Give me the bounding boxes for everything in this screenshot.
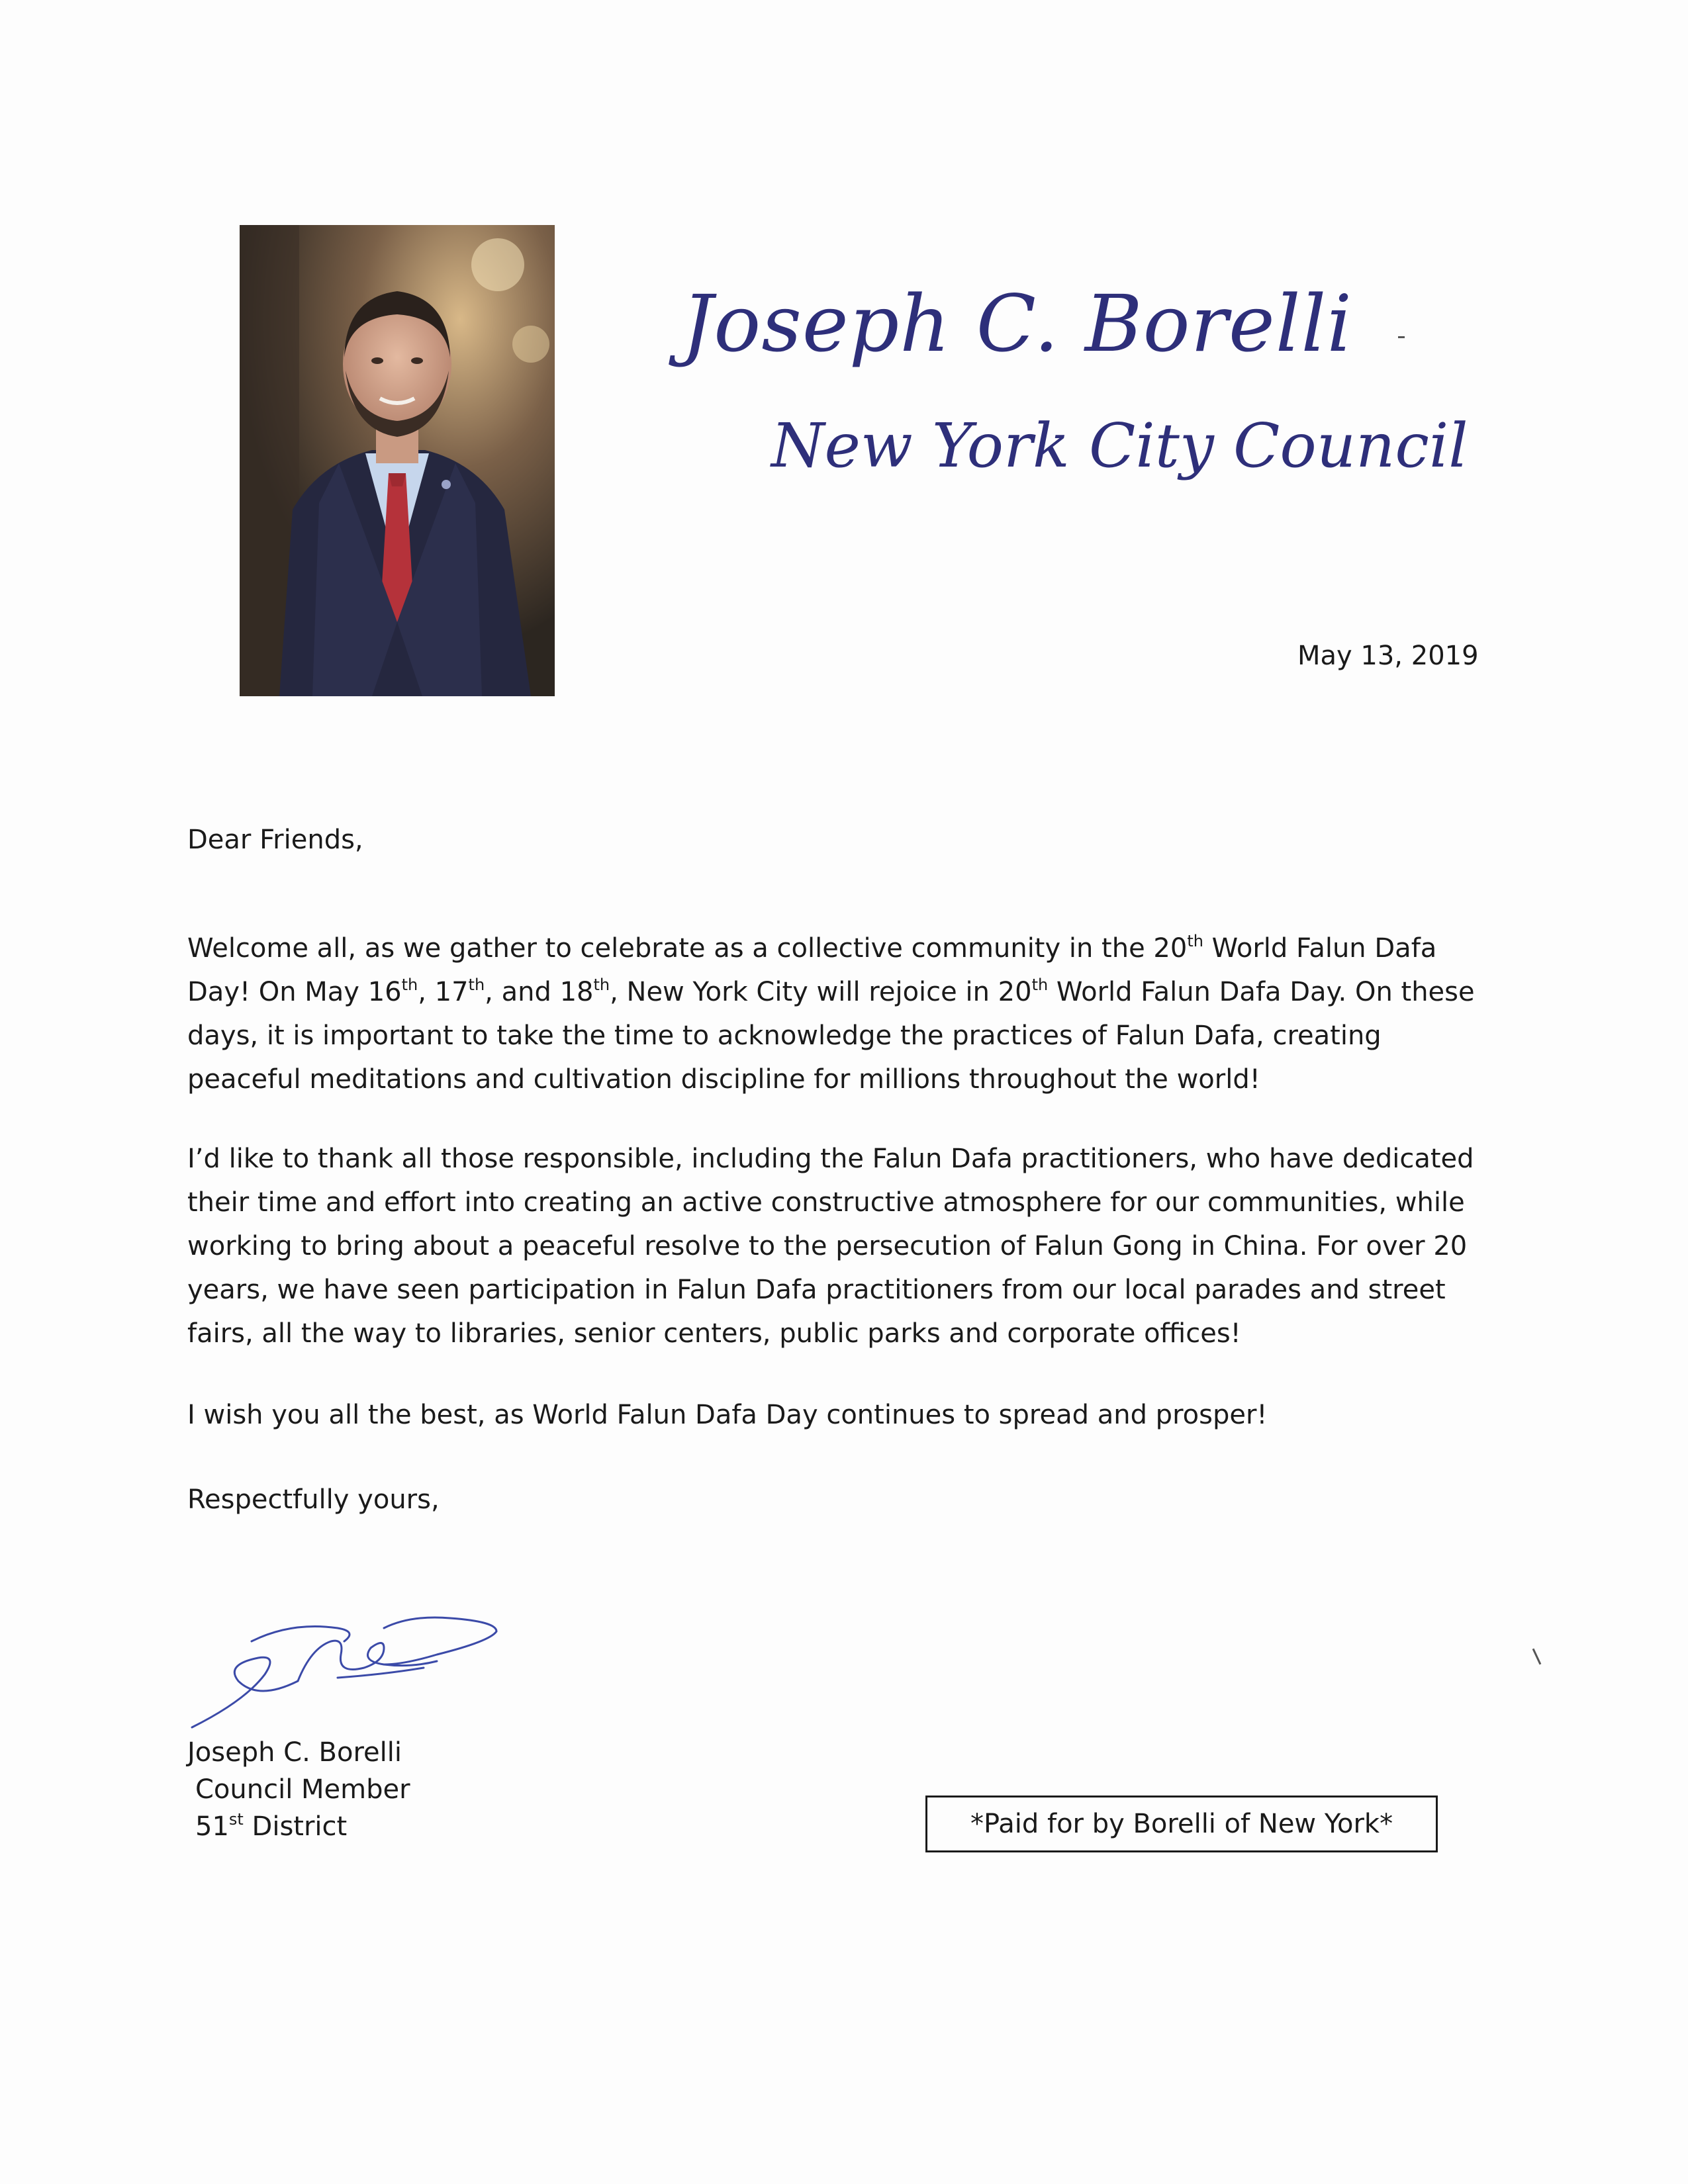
letter-date: May 13, 2019 [1297,641,1479,671]
scan-artifact [1532,1649,1542,1665]
signature-block [187,1734,410,1845]
ordinal-suffix: th [468,976,485,994]
district-suffix: st [228,1810,244,1829]
ordinal-suffix: th [1031,976,1049,994]
salutation: Dear Friends, [187,825,363,855]
paragraph-welcome-text: Welcome all, as we gather to celebrate as a collective community in the 20 [187,933,1188,964]
signatory-name: Joseph C. Borelli [187,1737,402,1768]
paragraph-thanks: I’d like to thank all those responsible, including the Falun Dafa practitioners, who have dedicated their time and effort into creating an active constructive atmosphere for our communities, while working to bring about a peaceful resolve to the persecution of Falun Gong in China. For over 20 years, we have seen participation in Falun Dafa practitioners from our local parades and street fairs, all the way to libraries, senior centers, public parks and corporate offices! [187,1144,1474,1349]
ordinal-suffix: th [1187,932,1203,950]
signatory-district [187,1808,410,1845]
letterhead-name: Joseph C. Borelli [682,278,1353,369]
handwritten-signature [185,1602,556,1734]
paragraph-welcome-text: , and 18 [485,977,594,1007]
scan-artifact [1398,336,1405,338]
letterhead-organization: New York City Council [771,410,1468,481]
ordinal-suffix: th [593,976,610,994]
ordinal-suffix: th [401,976,418,994]
district-label: District [243,1811,348,1842]
signatory-title: Council Member [195,1774,410,1805]
paragraph-welcome-text: , 17 [418,977,469,1007]
paragraph-welcome-text: World Falun Dafa Day! On May 16 [187,933,1437,1007]
paragraph-welcome [187,927,1485,1101]
paragraph-welcome-text: , New York City will rejoice in 20 [610,977,1032,1007]
paragraph-wishes: I wish you all the best, as World Falun Dafa Day continues to spread and prosper! [187,1400,1268,1430]
paid-for-disclaimer: *Paid for by Borelli of New York* [925,1796,1438,1852]
district-number: 51 [195,1811,229,1842]
paragraph-welcome-text: World Falun Dafa Day. On these days, it is important to take the time to acknowledge the practices of Falun Dafa, creating peaceful meditations and cultivation discipline for millions throughout the world! [187,977,1475,1095]
portrait-photo [240,225,555,696]
closing: Respectfully yours, [187,1484,440,1515]
